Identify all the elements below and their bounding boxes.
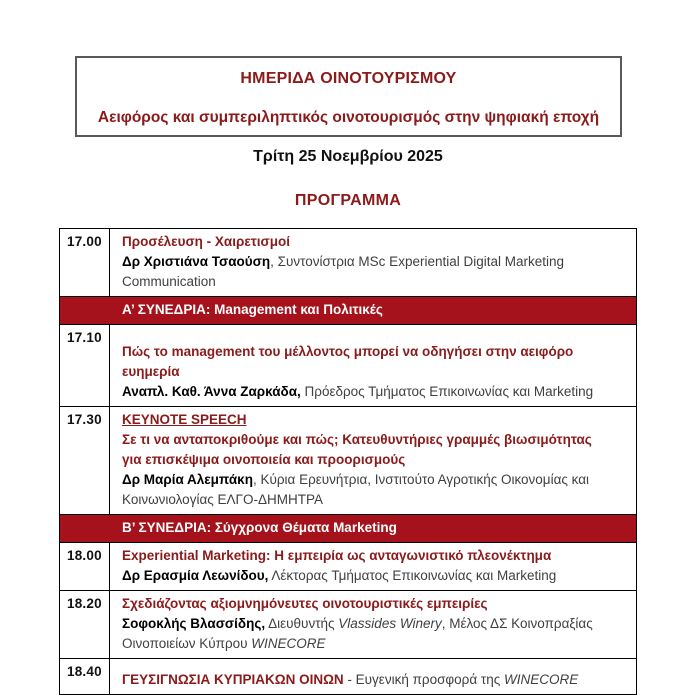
item-title <box>122 670 612 690</box>
item-detail <box>122 252 612 292</box>
program-heading: ΠΡΟΓΡΑΜΜΑ <box>294 192 402 209</box>
session-item-cell <box>110 325 636 406</box>
event-date: Τρίτη 25 Νοεμβρίου 2025 <box>253 148 443 165</box>
text-segment-italic: WINECORE <box>504 672 579 687</box>
session-item-cell <box>110 591 636 658</box>
event-subtitle: Αειφόρος και συμπεριληπτικός οινοτουρισμός στην ψηφιακή εποχή <box>97 109 600 126</box>
program-row <box>60 407 636 515</box>
spacer <box>122 662 612 670</box>
program-row <box>60 325 636 407</box>
program-row <box>60 591 636 659</box>
event-title: ΗΜΕΡΙΔΑ ΟΙΝΟΤΟΥΡΙΣΜΟΥ <box>240 70 457 87</box>
item-detail <box>122 470 612 510</box>
program-row <box>60 659 636 695</box>
text-segment-regular: , Μέλος ΔΣ Κοινοπραξίας Οινοποιείων Κύπρου <box>122 616 593 651</box>
session-item-cell <box>110 543 636 590</box>
item-title <box>122 546 612 566</box>
time-cell: 18.40 <box>60 659 110 694</box>
item-title <box>122 594 612 614</box>
session-item-cell <box>110 659 636 694</box>
text-segment-red-bold: Προσέλευση - Χαιρετισμοί <box>122 234 291 249</box>
item-title <box>122 342 612 382</box>
text-segment-red-bold: Σχεδιάζοντας αξιομνημόνευτες οινοτουριστικές εμπειρίες <box>122 596 488 611</box>
text-segment-regular: , Κύρια Ερευνήτρια, Ινστιτούτο Αγροτικής Οικονομίας και Κοινωνιολογίας ΕΛΓΟ-ΔΗΜΗΤΡΑ <box>122 472 590 507</box>
text-segment-regular: , Συντονίστρια MSc Experiential Digital Marketing Communication <box>122 254 565 289</box>
time-cell: 17.10 <box>60 325 110 406</box>
session-item-cell <box>110 229 636 296</box>
text-segment-regular: - Ευγενική προσφορά της <box>343 672 505 687</box>
time-cell: 18.20 <box>60 591 110 658</box>
session-header-row: Α’ ΣΥΝΕΔΡΙΑ: Management και Πολιτικές <box>60 297 636 325</box>
item-detail <box>122 566 612 586</box>
time-cell: 17.30 <box>60 407 110 514</box>
text-segment-red-bold: Πώς το management του μέλλοντος μπορεί να οδηγήσει στην αειφόρο ευημερία <box>122 344 574 379</box>
program-row <box>60 229 636 297</box>
text-segment-black-bold: Δρ Ερασμία Λεωνίδου, <box>122 568 269 583</box>
text-segment-red-bold-underline: KEYNOTE SPEECH <box>122 412 247 427</box>
event-title-box <box>75 56 622 137</box>
text-segment-regular: Διευθυντής <box>265 616 339 631</box>
item-detail <box>122 614 612 654</box>
item-title <box>122 410 612 430</box>
item-title <box>122 232 612 252</box>
program-table <box>59 228 637 695</box>
text-segment-red-bold: Experiential Marketing: Η εμπειρία ως ανταγωνιστικό πλεονέκτημα <box>122 548 552 563</box>
item-detail <box>122 382 612 402</box>
text-segment-black-bold: Δρ Χριστιάνα Τσαούση <box>122 254 271 269</box>
text-segment-italic: WINECORE <box>251 636 326 651</box>
text-segment-black-bold: Αναπλ. Καθ. Άννα Ζαρκάδα, <box>122 384 301 399</box>
text-segment-black-bold: Δρ Μαρία Αλεμπάκη <box>122 472 253 487</box>
text-segment-regular: Πρόεδρος Τμήματος Επικοινωνίας και Marketing <box>300 384 594 399</box>
text-segment-black-bold: Σοφοκλής Βλασσίδης, <box>122 616 266 631</box>
spacer <box>122 328 612 342</box>
time-cell: 17.00 <box>60 229 110 296</box>
text-segment-italic: Vlassides Winery <box>338 616 442 631</box>
text-segment-red-bold: Σε τι να ανταποκριθούμε και πώς; Κατευθυντήριες γραμμές βιωσιμότητας για επισκέψιμα οινοποιεία και προορισμούς <box>122 432 592 467</box>
item-detail <box>122 430 612 470</box>
text-segment-red-bold: ΓΕΥΣΙΓΝΩΣΙΑ ΚΥΠΡΙΑΚΩΝ ΟΙΝΩΝ <box>122 672 344 687</box>
time-cell: 18.00 <box>60 543 110 590</box>
session-item-cell <box>110 407 636 514</box>
text-segment-regular: Λέκτορας Τμήματος Επικοινωνίας και Marketing <box>268 568 557 583</box>
session-header-row: Β’ ΣΥΝΕΔΡΙΑ: Σύγχρονα Θέματα Marketing <box>60 515 636 543</box>
program-row <box>60 543 636 591</box>
